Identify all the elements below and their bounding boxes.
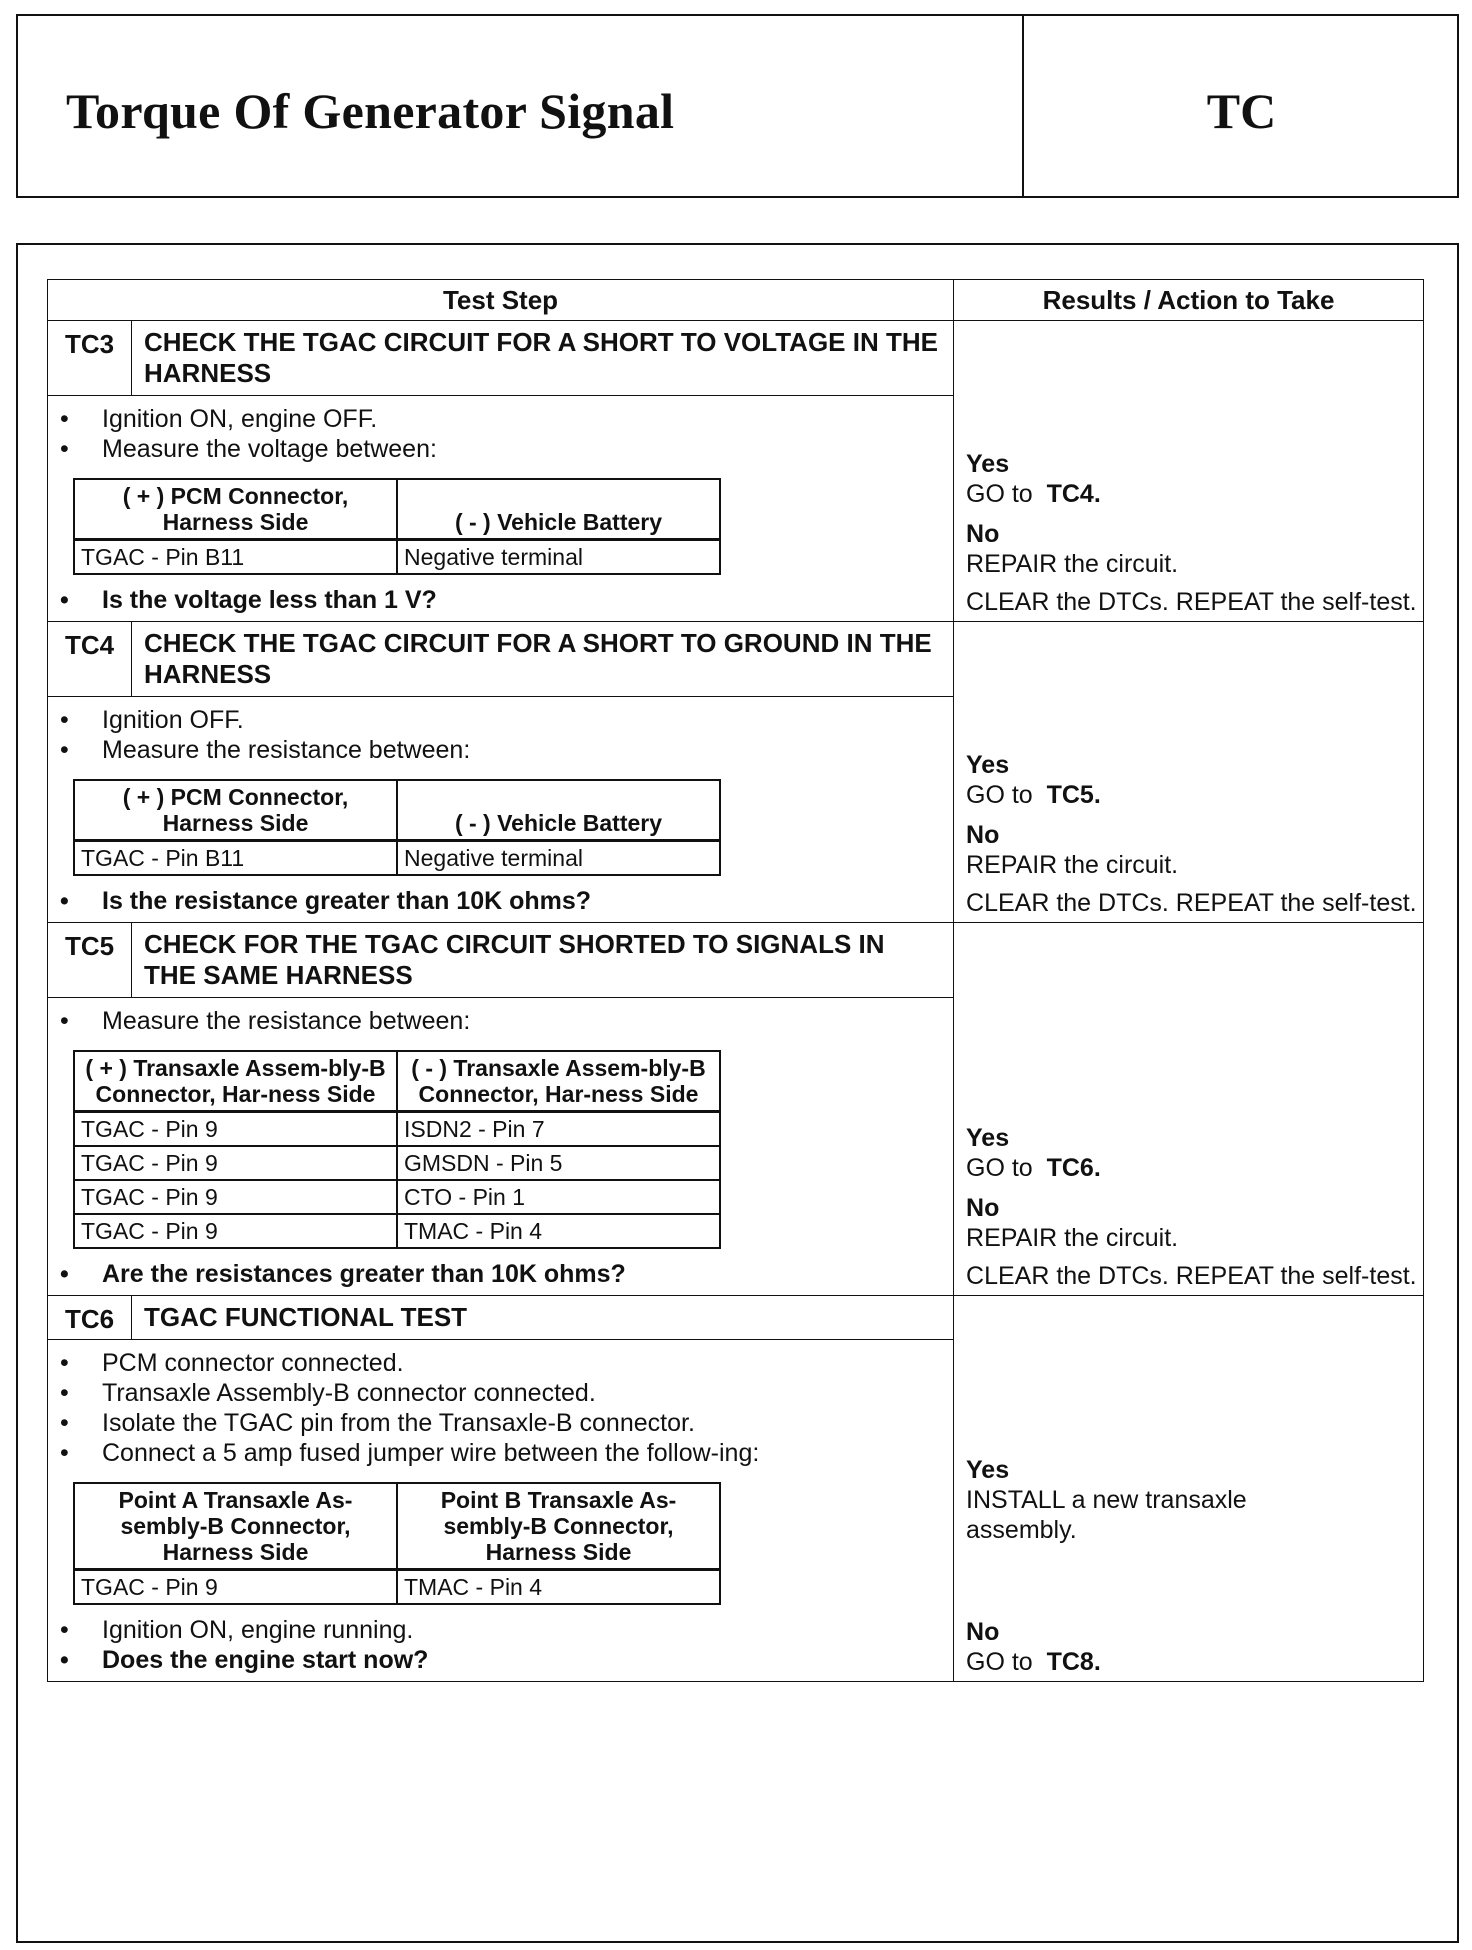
no-action-repair: REPAIR the circuit. (966, 851, 1179, 879)
step-body (48, 1340, 954, 1682)
measurement-table (73, 478, 721, 575)
step-id: TC6 (48, 1296, 132, 1340)
column-header-test-step: Test Step (48, 280, 954, 321)
measurement-cell: CTO - Pin 1 (397, 1180, 720, 1214)
no-action-clear: CLEAR the DTCs. REPEAT the self-test. (966, 889, 1417, 917)
measurement-cell: Negative terminal (397, 841, 720, 876)
step-id: TC5 (48, 923, 132, 998)
step-id: TC3 (48, 321, 132, 396)
measurement-row (74, 540, 720, 575)
measurement-row (74, 1146, 720, 1180)
measurement-table (73, 779, 721, 876)
step-title: TGAC FUNCTIONAL TEST (132, 1296, 954, 1340)
step-title: CHECK FOR THE TGAC CIRCUIT SHORTED TO SIGNALS IN THE SAME HARNESS (132, 923, 954, 998)
measurement-cell: TGAC - Pin 9 (74, 1180, 397, 1214)
yes-action: GO to TC4. (966, 480, 1101, 508)
step-results (954, 622, 1424, 923)
measurement-table (73, 1050, 721, 1249)
instruction: • Ignition OFF. (60, 705, 943, 735)
measurement-row (74, 841, 720, 876)
step-body (48, 697, 954, 923)
no-label: No (966, 1194, 1000, 1222)
section-code: TC (1206, 83, 1277, 139)
instruction: • Transaxle Assembly-B connector connected. (60, 1378, 943, 1408)
column-header-results: Results / Action to Take (954, 280, 1424, 321)
yes-label: Yes (966, 450, 1010, 478)
measurement-cell: Negative terminal (397, 540, 720, 575)
instruction: • Ignition ON, engine OFF. (60, 404, 943, 434)
step-question: • Is the voltage less than 1 V? (60, 585, 943, 615)
step-results (954, 923, 1424, 1296)
no-label: No (966, 821, 1000, 849)
no-action: GO to TC8. (966, 1648, 1101, 1676)
step-question: • Does the engine start now? (60, 1645, 943, 1675)
instruction: • Measure the resistance between: (60, 735, 943, 765)
measurement-row (74, 1214, 720, 1248)
measurement-cell: TGAC - Pin 9 (74, 1146, 397, 1180)
step-title-row (48, 1296, 1424, 1340)
no-action-clear: CLEAR the DTCs. REPEAT the self-test. (966, 1262, 1417, 1290)
step-title-row (48, 622, 1424, 697)
no-action-repair: REPAIR the circuit. (966, 1224, 1179, 1252)
yes-label: Yes (966, 751, 1010, 779)
step-body (48, 998, 954, 1296)
step-title-row (48, 923, 1424, 998)
instruction: • Connect a 5 amp fused jumper wire between the follow-ing: (60, 1438, 943, 1468)
step-results (954, 1296, 1424, 1682)
measurement-cell: TGAC - Pin 9 (74, 1214, 397, 1248)
no-label: No (966, 1618, 1000, 1646)
measurement-cell: TGAC - Pin B11 (74, 540, 397, 575)
step-question: • Is the resistance greater than 10K ohms? (60, 886, 943, 916)
measurement-header-positive: ( + ) Transaxle Assem-bly-B Connector, Har-ness Side (74, 1051, 397, 1112)
step-title-row (48, 321, 1424, 396)
measurement-cell: ISDN2 - Pin 7 (397, 1112, 720, 1147)
step-question: • Are the resistances greater than 10K ohms? (60, 1259, 943, 1289)
measurement-header-positive: ( + ) PCM Connector, Harness Side (74, 479, 397, 540)
measurement-cell: TGAC - Pin 9 (74, 1570, 397, 1605)
no-action-repair: REPAIR the circuit. (966, 550, 1179, 578)
instruction: • Ignition ON, engine running. (60, 1615, 943, 1645)
step-title: CHECK THE TGAC CIRCUIT FOR A SHORT TO GROUND IN THE HARNESS (132, 622, 954, 697)
header-box (16, 14, 1459, 198)
measurement-header-negative: ( - ) Vehicle Battery (397, 479, 720, 540)
yes-action: GO to TC6. (966, 1154, 1101, 1182)
measurement-cell: TGAC - Pin B11 (74, 841, 397, 876)
measurement-cell: TMAC - Pin 4 (397, 1214, 720, 1248)
step-results (954, 321, 1424, 622)
test-step-table (47, 279, 1424, 1682)
measurement-row (74, 1112, 720, 1147)
table-header-row (48, 280, 1424, 321)
yes-action-line1: INSTALL a new transaxle (966, 1486, 1247, 1514)
no-label: No (966, 520, 1000, 548)
instruction: • Measure the resistance between: (60, 1006, 943, 1036)
yes-label: Yes (966, 1456, 1010, 1484)
measurement-cell: GMSDN - Pin 5 (397, 1146, 720, 1180)
instruction: • Isolate the TGAC pin from the Transaxle-B connector. (60, 1408, 943, 1438)
measurement-row (74, 1180, 720, 1214)
step-body (48, 396, 954, 622)
step-id: TC4 (48, 622, 132, 697)
measurement-cell: TMAC - Pin 4 (397, 1570, 720, 1605)
instruction: • PCM connector connected. (60, 1348, 943, 1378)
instruction: • Measure the voltage between: (60, 434, 943, 464)
step-title: CHECK THE TGAC CIRCUIT FOR A SHORT TO VOLTAGE IN THE HARNESS (132, 321, 954, 396)
no-action-clear: CLEAR the DTCs. REPEAT the self-test. (966, 588, 1417, 616)
yes-action: GO to TC5. (966, 781, 1101, 809)
measurement-cell: TGAC - Pin 9 (74, 1112, 397, 1147)
yes-action-line2: assembly. (966, 1516, 1077, 1544)
yes-label: Yes (966, 1124, 1010, 1152)
measurement-table (73, 1482, 721, 1605)
page-title: Torque Of Generator Signal (66, 83, 675, 139)
measurement-row (74, 1570, 720, 1605)
measurement-header-negative: ( - ) Transaxle Assem-bly-B Connector, Har-ness Side (397, 1051, 720, 1112)
measurement-header-point-b: Point B Transaxle As-sembly-B Connector, Harness Side (397, 1483, 720, 1570)
measurement-header-positive: ( + ) PCM Connector, Harness Side (74, 780, 397, 841)
measurement-header-negative: ( - ) Vehicle Battery (397, 780, 720, 841)
measurement-header-point-a: Point A Transaxle As-sembly-B Connector, Harness Side (74, 1483, 397, 1570)
